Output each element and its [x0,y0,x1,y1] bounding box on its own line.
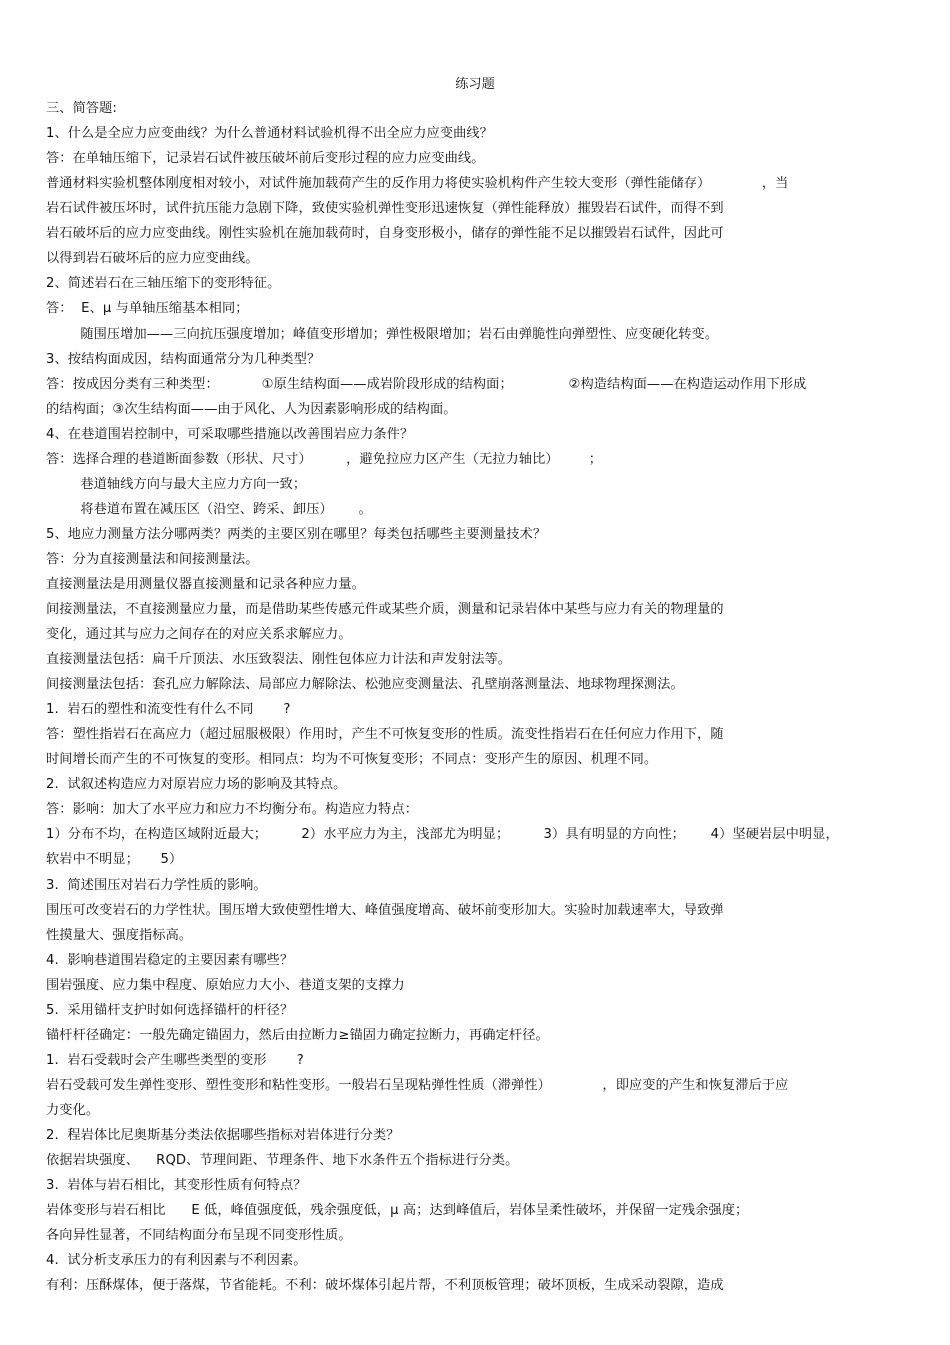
text-line: 岩石受载可发生弹性变形、塑性变形和粘性变形。一般岩石呈现粘弹性性质（滞弹性） ，即应变的产生和恢复滞后于应 [46,1078,789,1093]
text-line: 直接测量法是用测量仪器直接测量和记录各种应力量。 [46,577,365,592]
text-line: 软岩中不明显； 5） [46,852,183,867]
text-line: 答：塑性指岩石在高应力（超过屈服极限）作用时，产生不可恢复变形的性质。流变性指岩石在任何应力作用下，随 [46,727,724,742]
text-line: 1）分布不均，在构造区域附近最大； 2）水平应力为主，浅部尤为明显； 3）具有明显的方向性； 4）坚硬岩层中明显， [46,827,839,842]
text-line: 答：按成因分类有三种类型： ①原生结构面——成岩阶段形成的结构面； ②构造结构面——在构造运动作用下形成 [46,377,807,392]
text-line: 答：选择合理的巷道断面参数（形状、尺寸） ，避免拉应力区产生（无拉力轴比） ； [46,452,603,467]
text-line: 3. 岩体与岩石相比，其变形性质有何特点？ [46,1178,307,1193]
text-line: 岩石试件被压坏时，试件抗压能力急剧下降，致使实验机弹性变形迅速恢复（弹性能释放）摧毁岩石试件，而得不到 [46,201,724,216]
text-line: 4. 影响巷道围岩稳定的主要因素有哪些？ [46,953,294,968]
text-line: 2. 程岩体比尼奥斯基分类法依据哪些指标对岩体进行分类？ [46,1128,400,1143]
text-line: 围岩强度、应力集中程度、原始应力大小、巷道支架的支撑力 [46,978,405,993]
text-line: 5、地应力测量方法分哪两类？两类的主要区别在哪里？每类包括哪些主要测量技术？ [46,527,547,542]
text-line: 锚杆杆径确定：一般先确定锚固力，然后由拉断力≥锚固力确定拉断力，再确定杆径。 [46,1028,549,1043]
text-line: 3. 简述围压对岩石力学性质的影响。 [46,878,267,893]
text-line: 间接测量法，不直接测量应力量，而是借助某些传感元件或某些介质，测量和记录岩体中某些与应力有关的物理量的 [46,602,724,617]
text-line: 普通材料实验机整体刚度相对较小，对试件施加载荷产生的反作用力将使实验机构件产生较大变形（弹性能储存） ，当 [46,176,789,191]
text-line: 岩体变形与岩石相比 E 低，峰值强度低，残余强度低，μ 高；达到峰值后，岩体呈柔性破坏，并保留一定残余强度； [46,1203,749,1218]
text-line: 性摸量大、强度指标高。 [46,928,193,943]
text-line: 有利：压酥煤体，便于落煤，节省能耗。不利：破坏煤体引起片帮，不利顶板管理；破坏顶板，生成采动裂隙，造成 [46,1278,724,1293]
text-line: 依据岩块强度、 RQD、节理间距、节理条件、地下水条件五个指标进行分类。 [46,1153,519,1168]
text-line: 5. 采用锚杆支护时如何选择锚杆的杆径？ [46,1003,294,1018]
text-line: 时间增长而产生的不可恢复的变形。相同点：均为不可恢复变形；不同点：变形产生的原因、机理不同。 [46,752,658,767]
text-line: 围压可改变岩石的力学性状。围压增大致使塑性增大、峰值强度增高、破坏前变形加大。实验时加载速率大，导致弹 [46,903,724,918]
text-line: 2. 试叙述构造应力对原岩应力场的影响及其特点。 [46,777,347,792]
text-line: 的结构面；③次生结构面——由于风化、人为因素影响形成的结构面。 [46,402,457,417]
text-line: 4、在巷道围岩控制中，可采取哪些措施以改善围岩应力条件？ [46,427,414,442]
text-line: 1. 岩石的塑性和流变性有什么不同 ? [46,702,291,717]
text-line: 力变化。 [46,1103,100,1118]
text-line: 答： E、μ 与单轴压缩基本相同； [46,301,249,316]
text-line: 随围压增加——三向抗压强度增加；峰值变形增加；弹性极限增加；岩石由弹脆性向弹塑性、应变硬化转变。 [46,327,719,342]
text-line: 1、什么是全应力应变曲线？为什么普通材料试验机得不出全应力应变曲线？ [46,126,493,141]
text-line: 变化，通过其与应力之间存在的对应关系求解应力。 [46,627,352,642]
text-line: 岩石破坏后的应力应变曲线。刚性实验机在施加载荷时，自身变形极小，储存的弹性能不足以摧毁岩石试件，因此可 [46,226,724,241]
text-line: 2、简述岩石在三轴压缩下的变形特征。 [46,276,281,291]
text-line: 答：影响：加大了水平应力和应力不均衡分布。构造应力特点： [46,802,419,817]
text-line: 各向异性显著，不同结构面分布呈现不同变形性质。 [46,1228,352,1243]
text-line: 将巷道布置在减压区（沿空、跨采、卸压） 。 [46,502,372,517]
text-line: 巷道轴线方向与最大主应力方向一致； [46,477,307,492]
text-line: 直接测量法包括：扁千斤顶法、水压致裂法、刚性包体应力计法和声发射法等。 [46,652,512,667]
text-line: 3、按结构面成因，结构面通常分为几种类型？ [46,352,321,367]
text-line: 答：在单轴压缩下，记录岩石试件被压破坏前后变形过程的应力应变曲线。 [46,151,485,166]
text-line: 4. 试分析支承压力的有利因素与不利因素。 [46,1253,307,1268]
text-line: 1. 岩石受载时会产生哪些类型的变形 ? [46,1053,304,1068]
text-line: 答：分为直接测量法和间接测量法。 [46,552,259,567]
page-title: 练习题 [455,77,495,92]
text-line: 三、简答题: [46,101,117,116]
text-line: 以得到岩石破坏后的应力应变曲线。 [46,251,259,266]
text-line: 间接测量法包括：套孔应力解除法、局部应力解除法、松弛应变测量法、孔壁崩落测量法、地球物理探测法。 [46,677,684,692]
